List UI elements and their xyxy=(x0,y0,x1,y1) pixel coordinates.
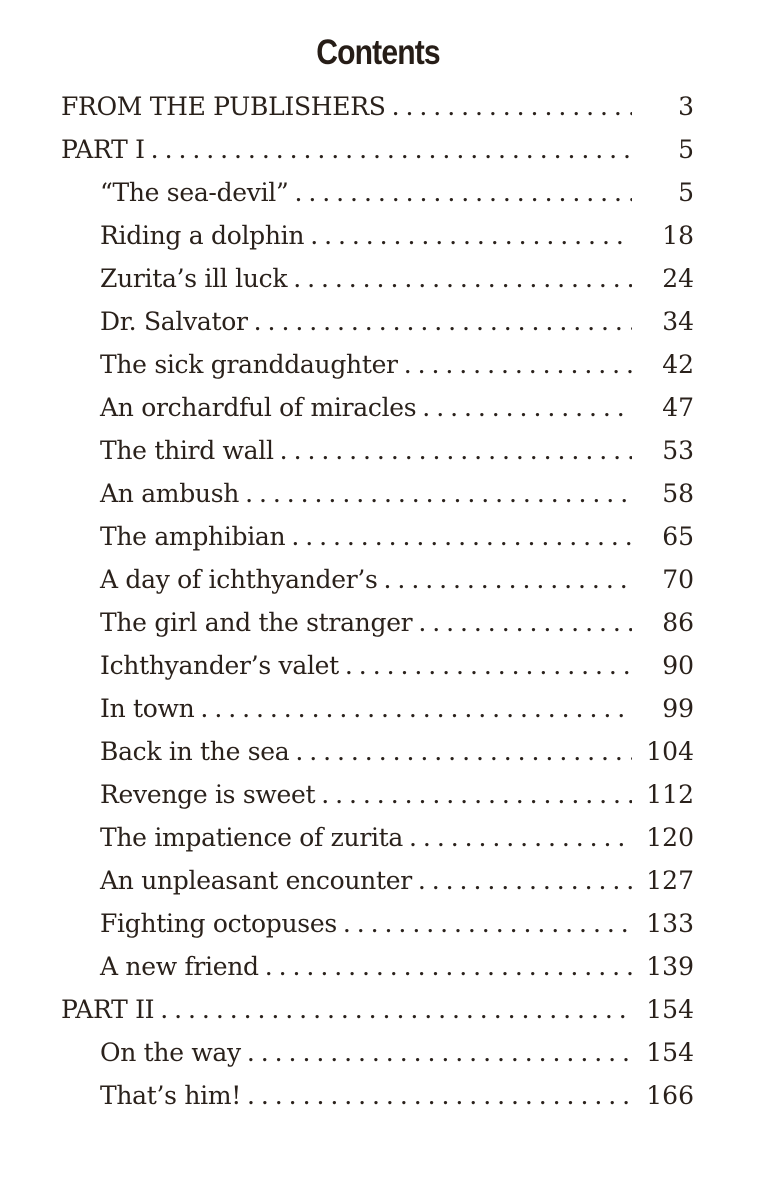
toc-entry-title: The girl and the stranger xyxy=(100,608,413,637)
toc-entry-title: Back in the sea xyxy=(100,737,290,766)
toc-entry-title: PART I xyxy=(61,135,145,164)
toc-page-number: 24 xyxy=(662,264,694,293)
toc-entry-title: Fighting octopuses xyxy=(100,909,337,938)
toc-entry-title: Zurita’s ill luck xyxy=(100,264,288,293)
toc-page-number: 154 xyxy=(646,1038,694,1067)
toc-page-number: 104 xyxy=(646,737,694,766)
dot-leader xyxy=(422,386,632,429)
toc-page-number: 34 xyxy=(662,307,694,336)
toc-page-number: 5 xyxy=(678,178,694,207)
page-title: Contents xyxy=(316,33,440,73)
toc-entry-title: In town xyxy=(100,694,195,723)
toc-page-number: 18 xyxy=(662,221,694,250)
toc-chapter-entry xyxy=(0,300,779,343)
toc-part-entry xyxy=(0,988,779,1031)
toc-entry-title: The impatience of zurita xyxy=(100,823,404,852)
toc-page-number: 90 xyxy=(662,651,694,680)
dot-leader xyxy=(293,257,632,300)
toc-entry-title: Riding a dolphin xyxy=(100,221,305,250)
dot-leader xyxy=(392,85,632,128)
toc-page-number: 166 xyxy=(646,1081,694,1110)
toc-chapter-entry xyxy=(0,214,779,257)
toc-page-number: 112 xyxy=(646,780,694,809)
toc-chapter-entry xyxy=(0,945,779,988)
dot-leader xyxy=(310,214,632,257)
toc-page-number: 42 xyxy=(662,350,694,379)
dot-leader xyxy=(247,1031,632,1074)
toc-page-number: 65 xyxy=(662,522,694,551)
toc-chapter-entry xyxy=(0,257,779,300)
dot-leader xyxy=(200,687,632,730)
toc-chapter-entry xyxy=(0,472,779,515)
dot-leader xyxy=(245,472,632,515)
dot-leader xyxy=(280,429,632,472)
toc-entry-title: An orchardful of miracles xyxy=(100,393,417,422)
toc-page-number: 5 xyxy=(678,135,694,164)
toc-part-entry xyxy=(0,85,779,128)
toc-entry-title: FROM THE PUBLISHERS xyxy=(61,92,386,121)
toc-entry-title: An ambush xyxy=(100,479,240,508)
dot-leader xyxy=(254,300,632,343)
toc-entry-title: Ichthyander’s valet xyxy=(100,651,339,680)
toc-entry-title: “The sea-devil” xyxy=(100,178,289,207)
dot-leader xyxy=(265,945,632,988)
dot-leader xyxy=(247,1074,632,1117)
toc-part-entry xyxy=(0,128,779,171)
toc-chapter-entry xyxy=(0,902,779,945)
toc-page-number: 58 xyxy=(662,479,694,508)
toc-chapter-entry xyxy=(0,687,779,730)
toc-chapter-entry xyxy=(0,171,779,214)
dot-leader xyxy=(160,988,632,1031)
toc-entry-title: PART II xyxy=(61,995,155,1024)
toc-chapter-entry xyxy=(0,1074,779,1117)
dot-leader xyxy=(291,515,632,558)
toc-chapter-entry xyxy=(0,859,779,902)
toc-entry-title: A new friend xyxy=(100,952,259,981)
toc-page-number: 53 xyxy=(662,436,694,465)
toc-chapter-entry xyxy=(0,386,779,429)
toc-chapter-entry xyxy=(0,558,779,601)
dot-leader xyxy=(343,902,632,945)
toc-entry-title: The amphibian xyxy=(100,522,286,551)
toc-chapter-entry xyxy=(0,773,779,816)
toc-page-number: 99 xyxy=(662,694,694,723)
toc-entry-title: A day of ichthyander’s xyxy=(100,565,378,594)
toc-entry-title: The third wall xyxy=(100,436,274,465)
toc-chapter-entry xyxy=(0,816,779,859)
toc-page-number: 86 xyxy=(662,608,694,637)
toc-chapter-entry xyxy=(0,1031,779,1074)
table-of-contents xyxy=(0,85,779,1117)
toc-page-number: 3 xyxy=(678,92,694,121)
toc-page-number: 120 xyxy=(646,823,694,852)
toc-chapter-entry xyxy=(0,515,779,558)
dot-leader xyxy=(418,859,632,902)
toc-entry-title: Dr. Salvator xyxy=(100,307,248,336)
toc-page-number: 70 xyxy=(662,565,694,594)
toc-chapter-entry xyxy=(0,601,779,644)
toc-entry-title: On the way xyxy=(100,1038,241,1067)
toc-entry-title: That’s him! xyxy=(100,1081,241,1110)
toc-page-number: 133 xyxy=(646,909,694,938)
toc-page-number: 47 xyxy=(662,393,694,422)
toc-page-number: 139 xyxy=(646,952,694,981)
dot-leader xyxy=(294,171,632,214)
toc-chapter-entry xyxy=(0,644,779,687)
toc-entry-title: The sick granddaughter xyxy=(100,350,398,379)
dot-leader xyxy=(418,601,632,644)
dot-leader xyxy=(295,730,632,773)
dot-leader xyxy=(321,773,632,816)
dot-leader xyxy=(384,558,632,601)
toc-entry-title: Revenge is sweet xyxy=(100,780,316,809)
toc-chapter-entry xyxy=(0,343,779,386)
dot-leader xyxy=(345,644,632,687)
toc-chapter-entry xyxy=(0,730,779,773)
dot-leader xyxy=(151,128,632,171)
toc-entry-title: An unpleasant encounter xyxy=(100,866,412,895)
dot-leader xyxy=(409,816,632,859)
toc-page-number: 154 xyxy=(646,995,694,1024)
dot-leader xyxy=(404,343,632,386)
toc-page-number: 127 xyxy=(646,866,694,895)
toc-chapter-entry xyxy=(0,429,779,472)
